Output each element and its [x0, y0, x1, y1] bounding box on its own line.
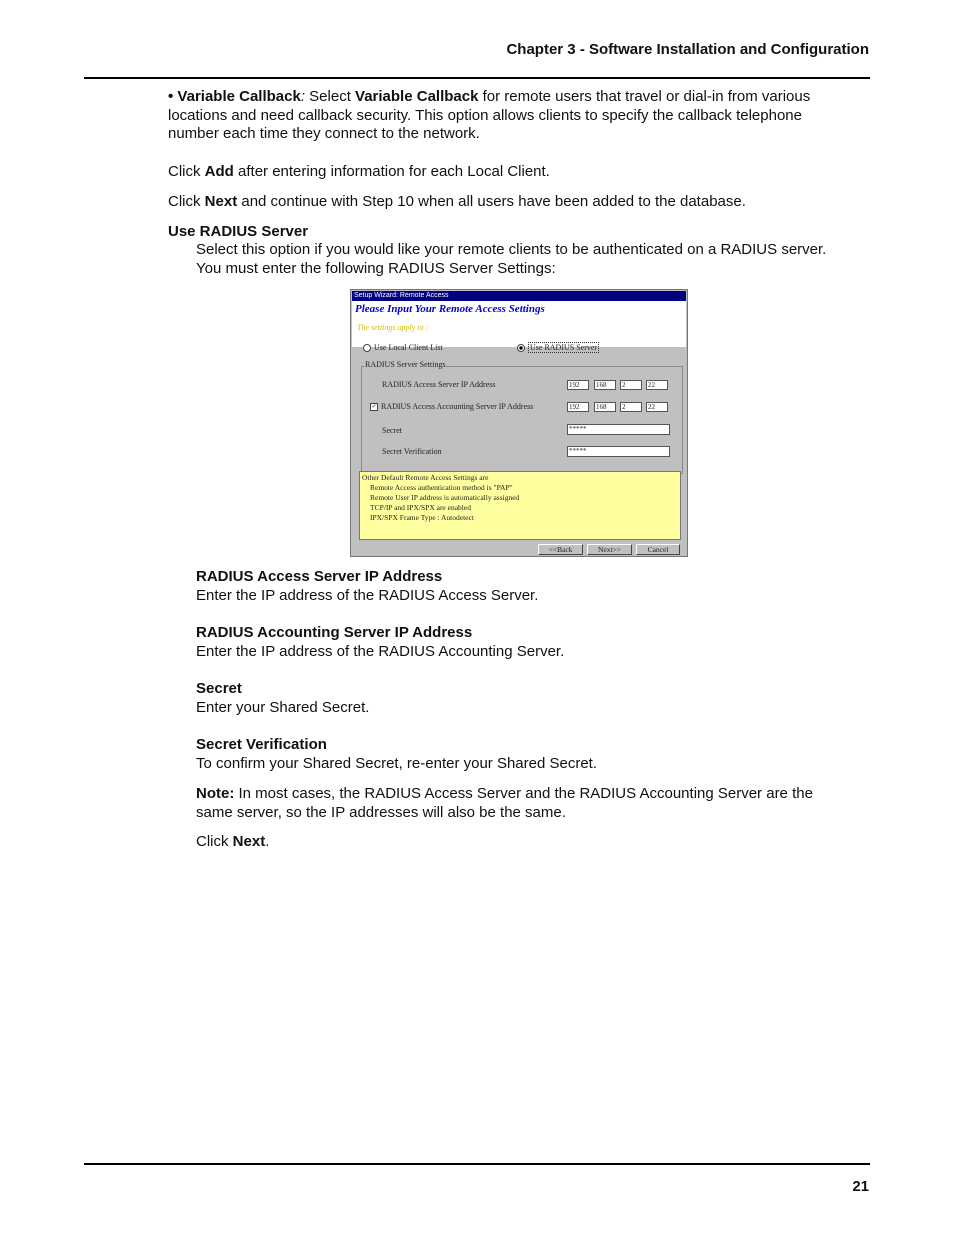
click-next-paragraph: Click Next and continue with Step 10 when all users have been added to the database. — [168, 193, 746, 210]
radio-off-icon — [363, 344, 371, 352]
page-number: 21 — [852, 1178, 869, 1195]
remote-access-dialog — [350, 289, 688, 557]
dialog-heading: Please Input Your Remote Access Settings — [355, 303, 545, 315]
chapter-header: Chapter 3 - Software Installation and Configuration — [506, 41, 869, 58]
section-secret: Secret Enter your Shared Secret. — [196, 680, 370, 716]
access-ip-octet-3[interactable]: 2 — [620, 380, 642, 390]
access-ip-octet-1[interactable]: 192 — [567, 380, 589, 390]
secret-verification-field[interactable]: ***** — [567, 446, 670, 457]
use-radius-heading: Use RADIUS Server — [168, 223, 309, 240]
applies-to-label: The settings apply to : — [357, 323, 429, 332]
accounting-ip-octet-1[interactable]: 192 — [567, 402, 589, 412]
cancel-button[interactable]: Cancel — [636, 544, 680, 555]
group-label: RADIUS Server Settings — [365, 360, 446, 369]
default-settings-note: Other Default Remote Access Settings are Remote Access authentication method is "PAP" Remote User IP address is automatically assigned TCP/IP and IPX/SPX are enabled IPX/SPX Frame Type : Autodetect — [359, 471, 681, 540]
footer-rule — [84, 1163, 870, 1165]
section-access-server: RADIUS Access Server IP Address Enter the IP address of the RADIUS Access Server. — [196, 568, 539, 604]
accounting-ip-octet-4[interactable]: 22 — [646, 402, 668, 412]
accounting-ip-octet-2[interactable]: 168 — [594, 402, 616, 412]
header-rule — [84, 77, 870, 79]
accounting-server-checkbox[interactable]: ✓ RADIUS Access Accounting Server IP Address — [371, 402, 534, 411]
click-add-paragraph: Click Add after entering information for each Local Client. — [168, 163, 550, 180]
back-button[interactable]: <<Back — [538, 544, 583, 555]
option-name: Variable Callback — [355, 88, 479, 105]
section-secret-verification: Secret Verification To confirm your Shared Secret, re-enter your Shared Secret. — [196, 736, 598, 772]
radio-use-radius-server[interactable]: Use RADIUS Server — [517, 343, 599, 353]
access-ip-octet-4[interactable]: 22 — [646, 380, 668, 390]
access-server-label: RADIUS Access Server IP Address — [382, 380, 496, 389]
radio-local-client-list[interactable]: Use Local Client List — [363, 343, 443, 353]
dialog-title-bar: Setup Wizard: Remote Access — [352, 291, 686, 301]
section-accounting-server: RADIUS Accounting Server IP Address Enter the IP address of the RADIUS Accounting Server. — [196, 624, 565, 660]
bullet-label: • Variable Callback — [168, 88, 301, 105]
accounting-ip-octet-3[interactable]: 2 — [620, 402, 642, 412]
checkmark-icon: ✓ — [371, 404, 377, 411]
next-button[interactable]: Next>> — [587, 544, 632, 555]
use-radius-description: Select this option if you would like your remote clients to be authenticated on a RADIUS server. You must enter the following RADIUS Server Settings: — [196, 241, 827, 277]
variable-callback-paragraph: • Variable Callback: Select Variable Callback for remote users that travel or dial-in from various locations and need callback security. This option allows clients to specify the callback telephone number each time they connect to the network. — [168, 88, 811, 142]
secret-field[interactable]: ***** — [567, 424, 670, 435]
secret-label: Secret — [382, 426, 402, 435]
final-click-next: Click Next. — [196, 833, 270, 850]
radio-on-icon — [517, 344, 525, 352]
note-paragraph: Note: In most cases, the RADIUS Access Server and the RADIUS Accounting Server are the same server, so the IP addresses will also be the same. — [196, 785, 813, 821]
secret-verification-label: Secret Verification — [382, 447, 442, 456]
access-ip-octet-2[interactable]: 168 — [594, 380, 616, 390]
